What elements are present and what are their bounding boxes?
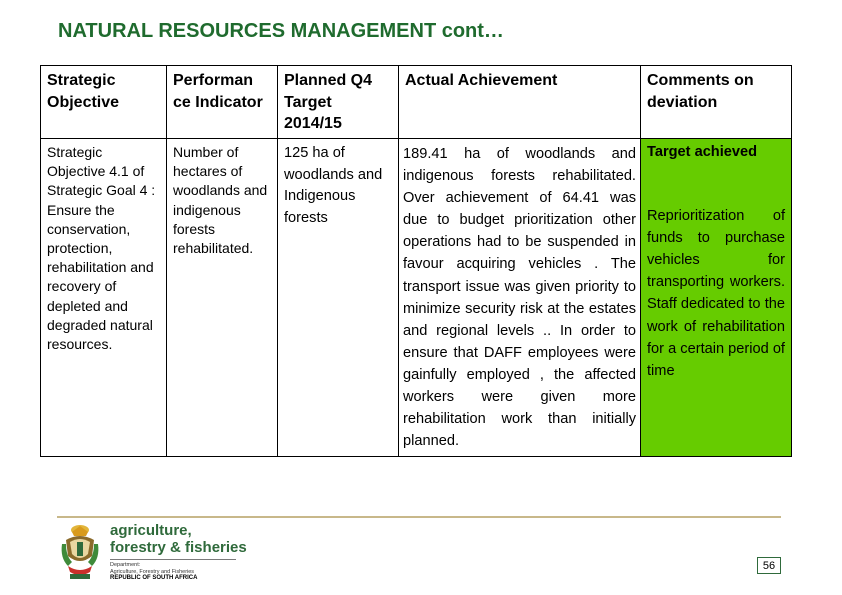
deviation-comment: Reprioritization of funds to purchase vehicles for transporting workers. Staff dedicated to the work of rehabilitation for a certain period of time (647, 208, 785, 379)
header-strategic-objective: Strategic Objective (41, 66, 167, 139)
table-header-row (41, 66, 792, 139)
cell-strategic-objective: Strategic Objective 4.1 of Strategic Goal 4 : Ensure the conservation, protection, rehabilitation and recovery of depleted and degraded natural resources. (41, 139, 167, 457)
cell-comments-on-deviation (641, 139, 792, 457)
target-achieved-status: Target achieved (647, 144, 758, 160)
header-comments-on-deviation: Comments on deviation (641, 66, 792, 139)
page-title: NATURAL RESOURCES MANAGEMENT cont… (58, 20, 504, 42)
objectives-table (40, 65, 792, 457)
table-row (41, 139, 792, 457)
daff-logo (58, 522, 318, 586)
logo-wordmark-line1: agriculture, (110, 522, 192, 539)
cell-actual-achievement: 189.41 ha of woodlands and indigenous forests rehabilitated. Over achievement of 64.41 was due to budget prioritization other operations had to be suspended in favour acquiring vehicles . The transport issue was given priority to minimize security risk at the estates and regional levels .. In order to ensure that DAFF employees were gainfully employed , the affected workers were given more rehabilitation work than initially planned. (399, 139, 641, 457)
footer-divider (57, 516, 781, 518)
country-name: REPUBLIC OF SOUTH AFRICA (110, 575, 198, 581)
coat-of-arms-icon (58, 522, 102, 582)
cell-performance-indicator: Number of hectares of woodlands and indigenous forests rehabilitated. (167, 139, 278, 457)
header-actual-achievement: Actual Achievement (399, 66, 641, 139)
department-label: Department: (110, 562, 141, 568)
logo-divider (110, 559, 236, 560)
logo-wordmark-line2: forestry & fisheries (110, 539, 247, 556)
department-name: Agriculture, Forestry and Fisheries (110, 568, 195, 575)
header-performance-indicator: Performan ce Indicator (167, 66, 278, 139)
page-number: 56 (757, 557, 781, 574)
cell-planned-target: 125 ha of woodlands and Indigenous forests (278, 139, 399, 457)
header-planned-target: Planned Q4 Target 2014/15 (278, 66, 399, 139)
